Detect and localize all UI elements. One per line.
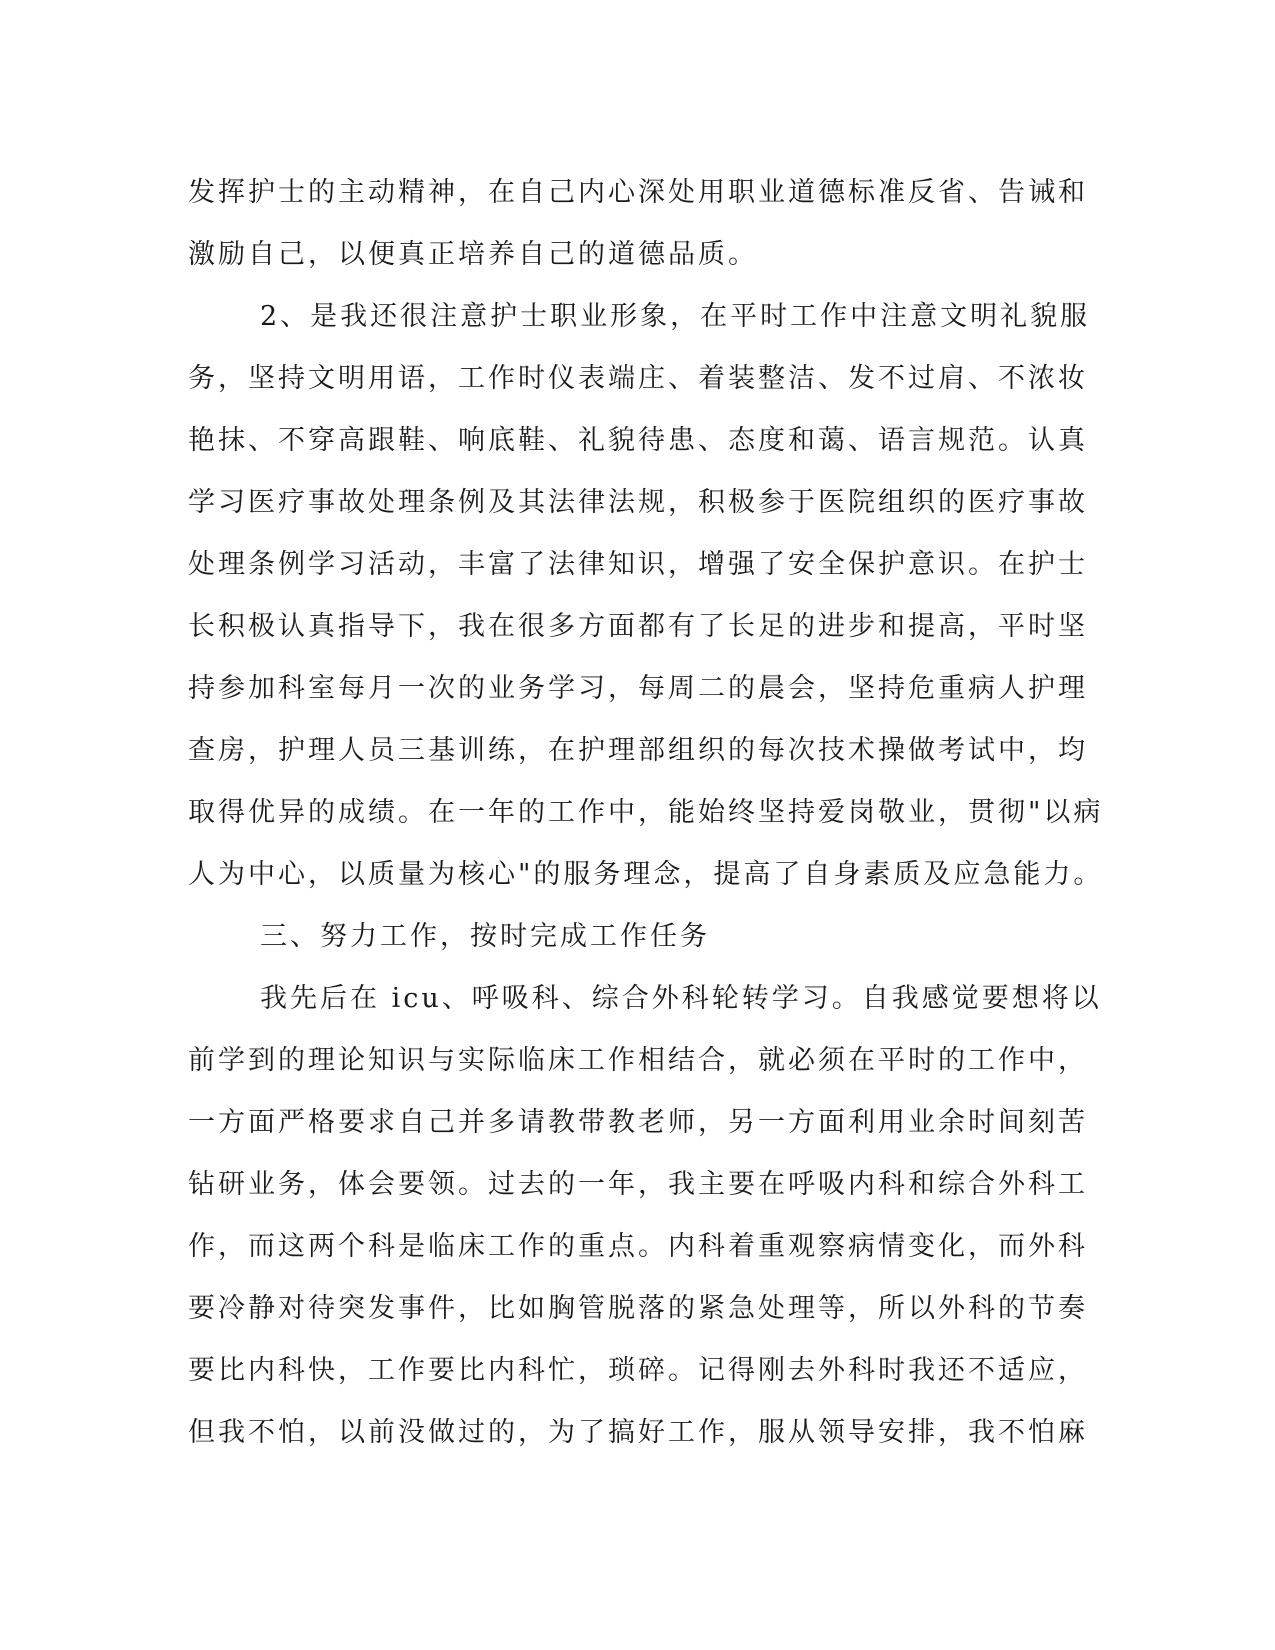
text-line: 一方面严格要求自己并多请教带教老师，另一方面利用业余时间刻苦 [188, 1107, 1088, 1138]
document-body [188, 162, 1104, 1464]
text-line: 务，坚持文明用语，工作时仪表端庄、着装整洁、发不过肩、不浓妆 [188, 363, 1088, 394]
section-heading: 三、努力工作，按时完成工作任务 [260, 921, 710, 952]
text-line: 激励自己，以便真正培养自己的道德品质。 [188, 239, 758, 270]
text-line: 作，而这两个科是临床工作的重点。内科着重观察病情变化，而外科 [188, 1231, 1088, 1262]
text-line: 前学到的理论知识与实际临床工作相结合，就必须在平时的工作中， [188, 1045, 1088, 1076]
text-line: 要冷静对待突发事件，比如胸管脱落的紧急处理等，所以外科的节奏 [188, 1293, 1088, 1324]
text-line: 艳抹、不穿高跟鞋、响底鞋、礼貌待患、态度和蔼、语言规范。认真 [188, 425, 1088, 456]
text-line: 钻研业务，体会要领。过去的一年，我主要在呼吸内科和综合外科工 [188, 1169, 1088, 1200]
text-line: 人为中心，以质量为核心"的服务理念，提高了自身素质及应急能力。 [188, 859, 1104, 890]
text-line: 学习医疗事故处理条例及其法律法规，积极参于医院组织的医疗事故 [188, 487, 1088, 518]
text-line: 发挥护士的主动精神，在自己内心深处用职业道德标准反省、告诫和 [188, 177, 1088, 208]
paragraph-start-line: 我先后在 icu、呼吸科、综合外科轮转学习。自我感觉要想将以 [260, 983, 1102, 1014]
text-line: 处理条例学习活动，丰富了法律知识，增强了安全保护意识。在护士 [188, 549, 1088, 580]
text-line: 取得优异的成绩。在一年的工作中，能始终坚持爱岗敬业，贯彻"以病 [188, 797, 1104, 828]
text-line: 长积极认真指导下，我在很多方面都有了长足的进步和提高，平时坚 [188, 611, 1088, 642]
text-line: 但我不怕，以前没做过的，为了搞好工作，服从领导安排，我不怕麻 [188, 1417, 1088, 1448]
paragraph-start-line: 2、是我还很注意护士职业形象，在平时工作中注意文明礼貌服 [260, 301, 1091, 332]
text-line: 持参加科室每月一次的业务学习，每周二的晨会，坚持危重病人护理 [188, 673, 1088, 704]
text-line: 要比内科快，工作要比内科忙，琐碎。记得刚去外科时我还不适应， [188, 1355, 1088, 1386]
text-line: 查房，护理人员三基训练，在护理部组织的每次技术操做考试中，均 [188, 735, 1088, 766]
